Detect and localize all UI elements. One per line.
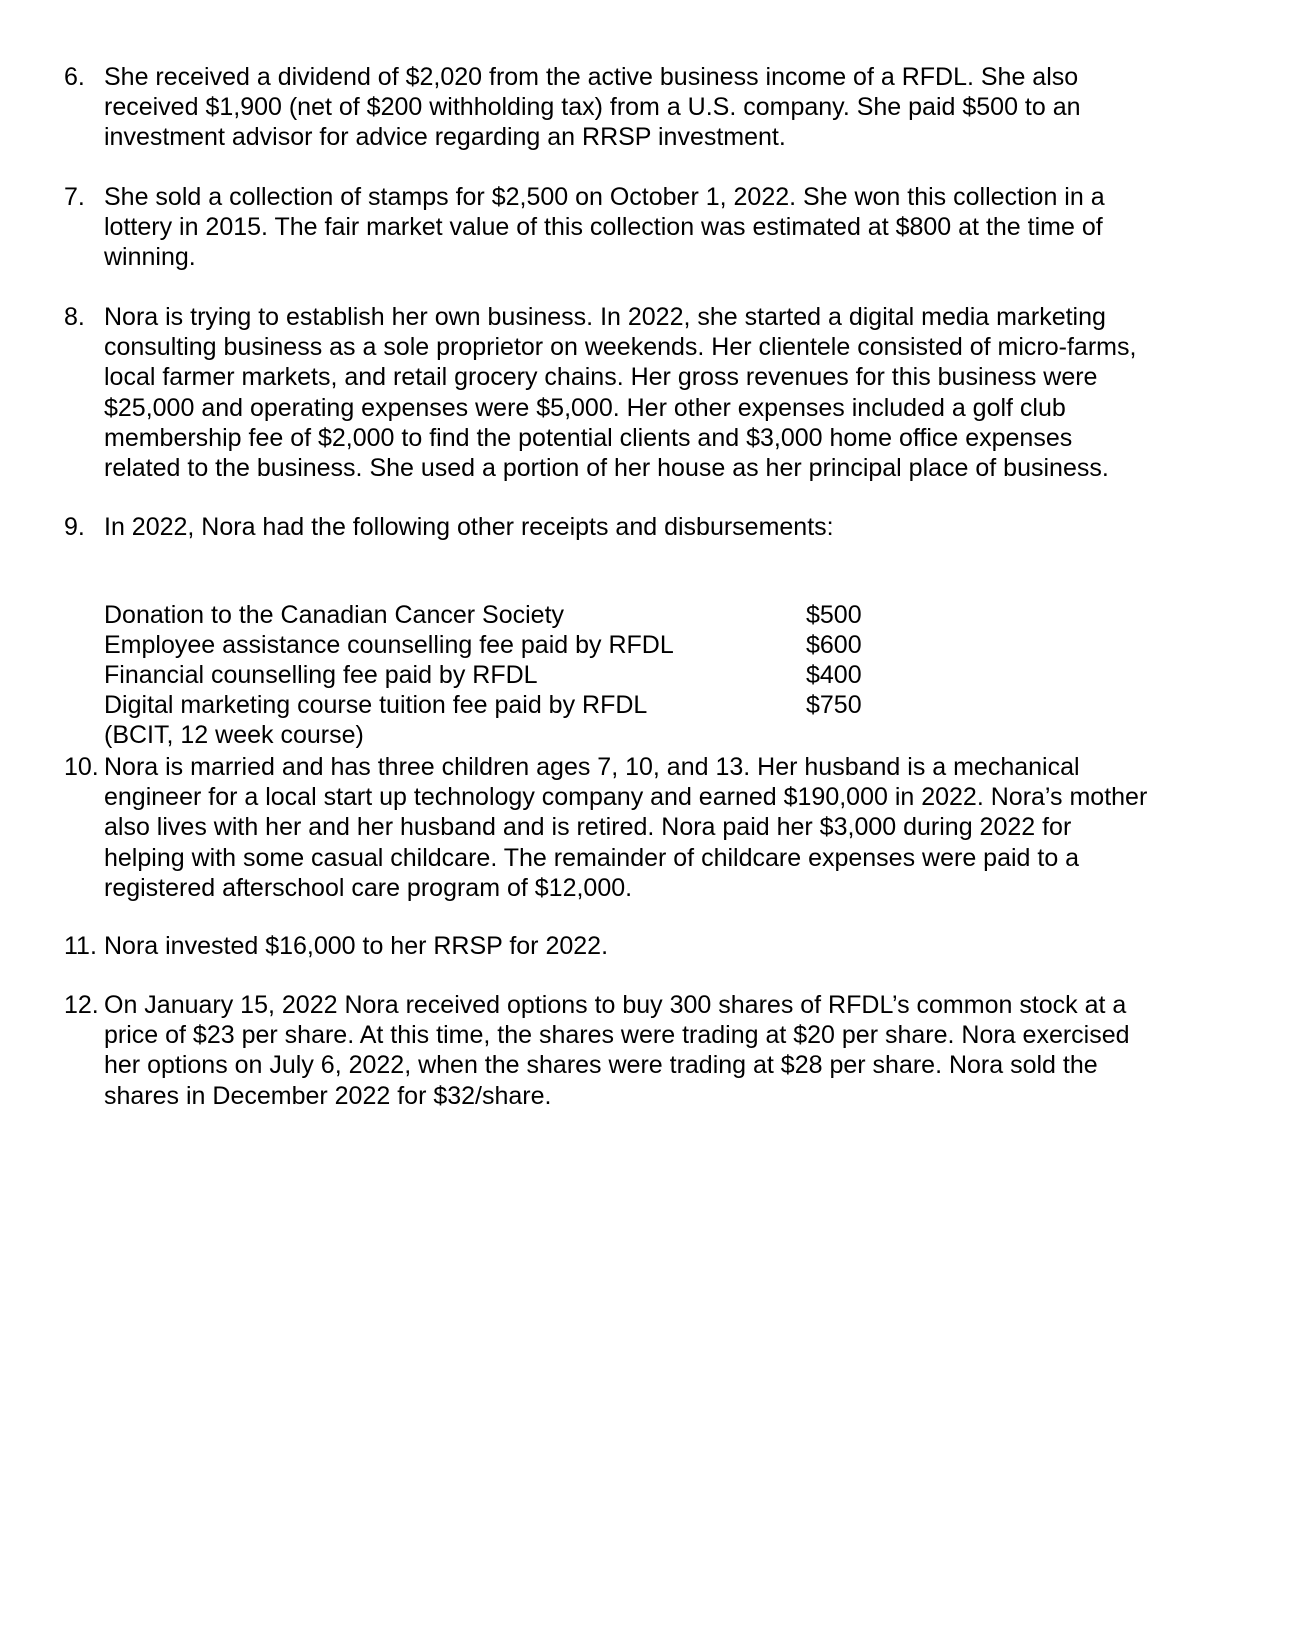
- text-line: consulting business as a sole proprietor on weekends. Her clientele consisted of micro-farms,: [104, 333, 1137, 362]
- text-line: received $1,900 (net of $200 withholding tax) from a U.S. company. She paid $500 to an: [104, 93, 1081, 122]
- text-line: She received a dividend of $2,020 from the active business income of a RFDL. She also: [104, 63, 1079, 91]
- item-text: [104, 752, 1147, 903]
- item-text: [104, 990, 1130, 1111]
- item-number: 12.: [64, 991, 99, 1019]
- text-line: In 2022, Nora had the following other receipts and disbursements:: [104, 513, 834, 541]
- table-row: [104, 660, 924, 690]
- text-line: Nora is married and has three children ages 7, 10, and 13. Her husband is a mechanical: [104, 753, 1080, 781]
- table-row: [104, 600, 924, 630]
- item-text: [104, 182, 1105, 273]
- receipts-disbursements-table: [104, 600, 924, 750]
- text-line: helping with some casual childcare. The remainder of childcare expenses were paid to a: [104, 843, 1080, 872]
- text-line: Nora invested $16,000 to her RRSP for 2022.: [104, 932, 609, 960]
- text-line: also lives with her and her husband and is retired. Nora paid her $3,000 during 2022 for: [104, 813, 1072, 842]
- item-number: 9.: [64, 513, 85, 541]
- item-number: 6.: [64, 63, 85, 91]
- text-line: She sold a collection of stamps for $2,500 on October 1, 2022. She won this collection in a: [104, 183, 1105, 211]
- item-text: [104, 302, 1136, 483]
- text-line: related to the business. She used a portion of her house as her principal place of business.: [104, 453, 1109, 482]
- text-line: local farmer markets, and retail grocery chains. Her gross revenues for this business were: [104, 363, 1098, 392]
- item-number: 11.: [64, 932, 97, 960]
- text-line: registered afterschool care program of $12,000.: [104, 873, 633, 902]
- text-line: her options on July 6, 2022, when the shares were trading at $28 per share. Nora sold the: [104, 1051, 1098, 1080]
- row-amount: $500: [806, 601, 862, 629]
- row-amount: $750: [806, 691, 862, 719]
- row-description: Financial counselling fee paid by RFDL: [104, 661, 538, 689]
- text-line: Nora is trying to establish her own business. In 2022, she started a digital media marketing: [104, 303, 1106, 331]
- row-description: Employee assistance counselling fee paid by RFDL: [104, 631, 674, 659]
- text-line: lottery in 2015. The fair market value of this collection was estimated at $800 at the time of: [104, 213, 1103, 242]
- text-line: $25,000 and operating expenses were $5,000. Her other expenses included a golf club: [104, 393, 1066, 422]
- table-row: [104, 720, 924, 750]
- text-line: winning.: [104, 243, 196, 272]
- item-number: 10.: [64, 753, 99, 781]
- row-description: Donation to the Canadian Cancer Society: [104, 601, 565, 629]
- text-line: membership fee of $2,000 to find the potential clients and $3,000 home office expenses: [104, 423, 1073, 452]
- item-number: 8.: [64, 303, 85, 331]
- item-text: [104, 62, 1081, 153]
- text-line: On January 15, 2022 Nora received options to buy 300 shares of RFDL’s common stock at a: [104, 991, 1127, 1019]
- row-description: (BCIT, 12 week course): [104, 721, 364, 749]
- item-text: [104, 512, 834, 542]
- table-row: [104, 630, 924, 660]
- text-line: engineer for a local start up technology company and earned $190,000 in 2022. Nora’s mother: [104, 783, 1148, 812]
- item-text: [104, 931, 608, 961]
- item-number: 7.: [64, 183, 85, 211]
- text-line: shares in December 2022 for $32/share.: [104, 1081, 552, 1110]
- row-amount: $400: [806, 661, 862, 689]
- row-description: Digital marketing course tuition fee paid by RFDL: [104, 691, 648, 719]
- text-line: investment advisor for advice regarding an RRSP investment.: [104, 123, 786, 152]
- row-amount: $600: [806, 631, 862, 659]
- text-line: price of $23 per share. At this time, the shares were trading at $20 per share. Nora exercised: [104, 1021, 1130, 1050]
- table-row: [104, 690, 924, 720]
